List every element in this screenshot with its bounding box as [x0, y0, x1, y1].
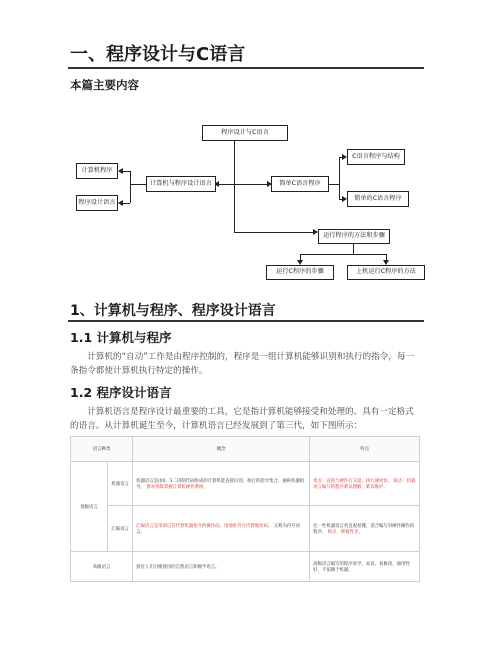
paragraph-1-2: 计算机语言是程序设计最重要的工具，它是指计算机能够接受和处理的、具有一定格式的语言。从计算机诞生至今，计算机语言已经发展到了第三代，如下图所示： [70, 407, 414, 431]
row-name: 汇编语言 [108, 506, 133, 552]
header-language-type: 语言种类 [71, 437, 133, 462]
concept-highlight: 又称为符号语言。 [136, 523, 301, 535]
connector-left-hub [130, 184, 146, 185]
table-row [71, 462, 420, 506]
concept-highlight: 要求熟练掌握计算机硬件系统。 [146, 484, 208, 490]
connector-root-trunk [234, 141, 235, 232]
connector-bottom-bar [300, 254, 386, 255]
row-feature [310, 462, 420, 506]
connector-mid-fork [339, 157, 340, 199]
connector-left [218, 184, 234, 185]
table-row [71, 552, 420, 582]
feature-text: 比一些机器语言更直观易懂，适合编写对硬件操作的程序。 [313, 523, 415, 535]
arrow-left-lower [118, 200, 123, 206]
table-row [71, 506, 420, 552]
paragraph-1-1: 计算机的“自动”工作是由程序控制的，程序是一组计算机能够识别和执行的指令，每一条指令都使计算机执行特定的操作。 [70, 352, 415, 376]
feature-text: 优点：直接与硬件打交道，执行速度快。 [313, 478, 393, 484]
row-feature [310, 506, 420, 552]
header-feature: 特点 [310, 437, 420, 462]
row-concept [133, 506, 310, 552]
node-root: 程序设计与C语言 [202, 125, 288, 141]
connector-mid [234, 184, 270, 185]
node-left-item-1: 计算机程序 [76, 163, 118, 179]
feature-text: 高级语言编写的程序易学、易读、易修改， [313, 561, 397, 567]
node-bottom-item-1: 运行C程序的步骤 [266, 265, 334, 280]
node-mid-item-1: C语言程序与结构 [347, 149, 405, 165]
concept-text: 机器语言是由0、1二进制代码组成的计算机能直接识别，执行的指令集合，通称机器指令。 [136, 478, 305, 490]
row-concept [133, 462, 310, 506]
row-feature [310, 552, 420, 582]
arrow-left-upper [118, 168, 123, 174]
row-concept [133, 552, 310, 582]
subsection-heading-1-2: 1.2 程序设计语言 [70, 385, 172, 400]
feature-highlight: 缺点：移植性差。 [327, 529, 363, 535]
table-header-row [71, 437, 420, 462]
feature-highlight: 缺点：机器语言编写的程序难以理解，难以维护。 [313, 478, 416, 490]
header-concept: 概念 [133, 437, 310, 462]
node-left-item-2: 程序设计语言 [76, 195, 118, 211]
connector-left-fork [130, 171, 131, 203]
feature-highlight: 通用性好，不依赖于机器。 [313, 561, 410, 573]
page-title: 一、程序设计与C语言 [70, 44, 246, 65]
connector-bottom-stem [353, 244, 354, 254]
mind-map [0, 0, 490, 300]
connector-left-upper [122, 171, 130, 172]
section-subtitle: 本篇主要内容 [70, 78, 139, 92]
concept-text: 汇编语言是用助记符代替机器指令的操作码，用地址符号代替地址码。 [136, 523, 273, 529]
concept-text: 接近人们习惯使用的自然语言和数学语言。 [136, 564, 220, 570]
row-name: 高级语言 [71, 552, 133, 582]
group-label-cell: 低级语言 [71, 462, 108, 552]
node-left-hub: 计算机与程序设计语言 [146, 176, 216, 192]
subsection-heading-1-1: 1.1 计算机与程序 [70, 330, 172, 345]
section-divider [68, 320, 424, 322]
language-comparison-table [70, 436, 420, 582]
node-mid-hub: 简单C语言程序 [271, 176, 329, 192]
section-heading: 1、计算机与程序、程序设计语言 [70, 303, 276, 319]
connector-left-lower [122, 203, 130, 204]
row-name: 机器语言 [108, 462, 133, 506]
connector-bottom [234, 232, 316, 233]
node-bottom-hub: 运行程序的方法和步骤 [318, 229, 390, 244]
node-mid-item-2: 简单的C语言程序 [347, 191, 409, 207]
node-bottom-item-2: 上机运行C程序的方法 [347, 265, 425, 280]
